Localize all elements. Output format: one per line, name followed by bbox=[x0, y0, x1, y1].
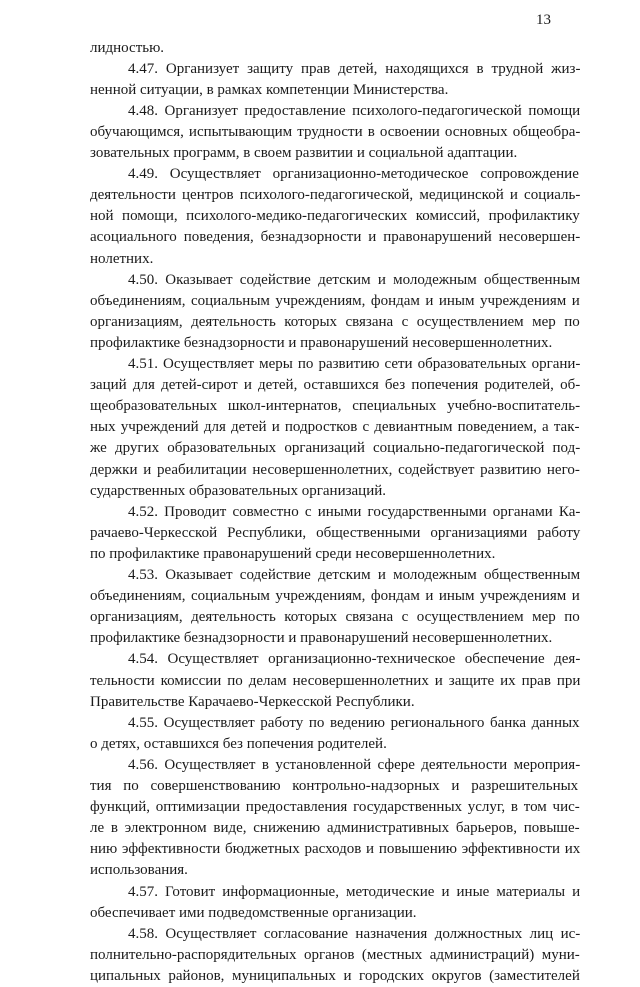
text-line: лидностью. bbox=[90, 39, 165, 56]
text-line: 4.47. Организует защиту прав детей, находящихся в трудной жиз- bbox=[128, 60, 581, 77]
text-line: же других образовательных организаций социально-педагогической под- bbox=[90, 440, 581, 457]
text-line: заций для детей-сирот и детей, оставшихся без попечения родителей, об- bbox=[90, 377, 581, 394]
text-line: по профилактике правонарушений среди несовершеннолетних. bbox=[90, 545, 496, 562]
text-line: ной помощи, психолого-медико-педагогических комиссий, профилактику bbox=[90, 208, 580, 225]
text-line: тия по совершенствованию контрольно-надзорных и разрешительных bbox=[90, 778, 579, 794]
text-line: обучающимся, испытывающим трудности в освоении основных общеобра- bbox=[90, 123, 581, 140]
text-line: 4.53. Оказывает содействие детским и молодежным общественным bbox=[128, 567, 581, 583]
text-line: 4.58. Осуществляет согласование назначения должностных лиц ис- bbox=[128, 925, 581, 942]
text-line: использования. bbox=[90, 862, 188, 879]
text-line: ле в электронном виде, снижению административных барьеров, повыше- bbox=[90, 820, 580, 837]
text-line: сударственных образовательных организаций. bbox=[90, 482, 387, 499]
text-line: функций, оптимизации предоставления государственных услуг, в том чис- bbox=[90, 799, 580, 816]
text-line: деятельности центров психолого-педагогической, медицинской и социаль- bbox=[90, 187, 581, 204]
text-line: рачаево-Черкесской Республики, общественными организациями работу bbox=[90, 524, 581, 541]
text-line: 4.51. Осуществляет меры по развитию сети образовательных органи- bbox=[128, 356, 581, 372]
text-line: щеобразовательных школ-интернатов, специальных учебно-воспитатель- bbox=[90, 398, 581, 415]
text-line: профилактике безнадзорности и правонарушений несовершеннолетних. bbox=[90, 630, 553, 647]
text-line: профилактике безнадзорности и правонарушений несовершеннолетних. bbox=[90, 334, 553, 351]
text-line: асоциального поведения, безнадзорности и правонарушений несовершен- bbox=[90, 229, 581, 246]
text-line: Правительстве Карачаево-Черкесской Республики. bbox=[90, 693, 415, 710]
text-line: ненной ситуации, в рамках компетенции Министерства. bbox=[90, 81, 449, 98]
text-line: держки и реабилитации несовершеннолетних, содействует развитию него- bbox=[90, 461, 580, 478]
text-line: 4.48. Организует предоставление психолого-педагогической помощи bbox=[128, 102, 581, 119]
text-line: тельности комиссии по делам несовершеннолетних и защите их прав при bbox=[90, 672, 581, 689]
text-line: 4.52. Проводит совместно с иными государственными органами Ка- bbox=[128, 503, 581, 520]
text-line: полнительно-распорядительных органов (местных администраций) муни- bbox=[90, 946, 580, 963]
text-line: объединениям, социальным учреждениям, фондам и иным учреждениям и bbox=[90, 292, 580, 309]
text-line: 4.50. Оказывает содействие детским и молодежным общественным bbox=[128, 271, 581, 288]
text-line: 4.49. Осуществляет организационно-методическое сопровождение bbox=[128, 166, 579, 183]
text-line: 4.56. Осуществляет в установленной сфере деятельности мероприя- bbox=[128, 756, 581, 773]
text-line: организациям, деятельность которых связана с осуществлением мер по bbox=[90, 609, 580, 626]
text-line: ных учреждений для детей и подростков с девиантным поведением, а так- bbox=[90, 419, 580, 436]
text-line: зовательных программ, в своем развитии и социальной адаптации. bbox=[90, 145, 518, 161]
text-line: ципальных районов, муниципальных и городских округов (заместителей bbox=[90, 967, 580, 984]
page-number: 13 bbox=[536, 12, 551, 28]
text-line: нолетних. bbox=[90, 250, 154, 267]
text-line: 4.54. Осуществляет организационно-техническое обеспечение дея- bbox=[128, 651, 581, 668]
text-line: о детях, оставшихся без попечения родителей. bbox=[90, 735, 387, 752]
text-line: объединениям, социальным учреждениям, фондам и иным учреждениям и bbox=[90, 588, 580, 605]
text-line: 4.57. Готовит информационные, методические и иные материалы и bbox=[128, 883, 581, 900]
text-line: 4.55. Осуществляет работу по ведению регионального банка данных bbox=[128, 714, 580, 731]
text-line: обеспечивает ими подведомственные организации. bbox=[90, 904, 417, 921]
text-line: организациям, деятельность которых связана с осуществлением мер по bbox=[90, 313, 580, 330]
text-line: нию эффективности бюджетных расходов и повышению эффективности их bbox=[90, 841, 581, 858]
